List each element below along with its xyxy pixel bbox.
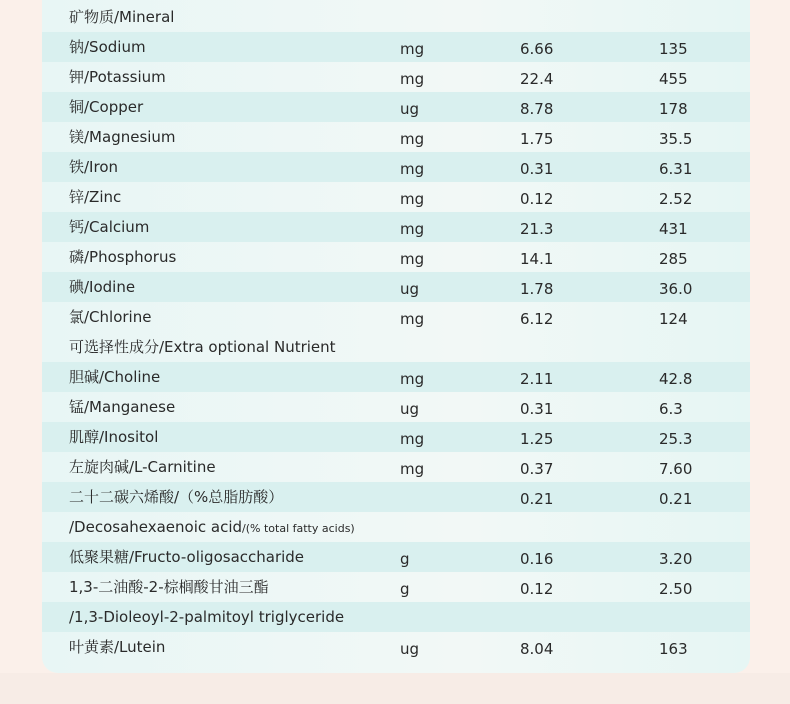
per-100kj-value: 0.21 bbox=[520, 490, 554, 508]
unit-cell: ug bbox=[400, 640, 420, 658]
per-100g-value: 6.31 bbox=[659, 160, 693, 178]
per-100kj-value: 21.3 bbox=[520, 220, 554, 238]
nutrient-name: 钙/Calcium bbox=[69, 218, 150, 236]
table-row bbox=[42, 182, 750, 212]
unit-cell: mg bbox=[400, 310, 425, 328]
table-row bbox=[42, 272, 750, 302]
unit-cell: mg bbox=[400, 40, 425, 58]
per-100kj-value: 14.1 bbox=[520, 250, 554, 268]
per-100kj-value: 0.16 bbox=[520, 550, 554, 568]
table-row bbox=[42, 152, 750, 182]
table-row bbox=[42, 122, 750, 152]
per-100kj-value: 6.12 bbox=[520, 310, 554, 328]
nutrient-name: 胆碱/Choline bbox=[69, 368, 161, 386]
unit-cell: mg bbox=[400, 370, 425, 388]
per-100g-value: 124 bbox=[659, 310, 688, 328]
nutrient-name: 矿物质/Mineral bbox=[69, 8, 175, 26]
nutrient-name: 锌/Zinc bbox=[69, 188, 122, 206]
per-100kj-value: 8.04 bbox=[520, 640, 554, 658]
table-row bbox=[42, 92, 750, 122]
unit-cell: mg bbox=[400, 430, 425, 448]
nutrient-name-note: /(% total fatty acids) bbox=[242, 522, 355, 535]
per-100g-value: 35.5 bbox=[659, 130, 693, 148]
unit-cell: g bbox=[400, 550, 410, 568]
section-header bbox=[42, 2, 750, 32]
per-100kj-value: 0.12 bbox=[520, 190, 554, 208]
per-100kj-value: 8.78 bbox=[520, 100, 554, 118]
nutrient-name: 碘/Iodine bbox=[69, 278, 136, 296]
per-100kj-value: 1.78 bbox=[520, 280, 554, 298]
per-100kj-value: 22.4 bbox=[520, 70, 554, 88]
unit-cell: mg bbox=[400, 190, 425, 208]
table-row bbox=[42, 452, 750, 482]
unit-cell: ug bbox=[400, 280, 420, 298]
per-100g-value: 431 bbox=[659, 220, 688, 238]
nutrient-name: 铁/Iron bbox=[69, 158, 118, 176]
per-100g-value: 3.20 bbox=[659, 550, 693, 568]
nutrient-name: 镁/Magnesium bbox=[69, 128, 176, 146]
per-100kj-value: 0.12 bbox=[520, 580, 554, 598]
per-100kj-value: 6.66 bbox=[520, 40, 554, 58]
unit-cell: mg bbox=[400, 460, 425, 478]
per-100kj-value: 0.31 bbox=[520, 160, 554, 178]
nutrient-name: /1,3-Dioleoyl-2-palmitoyl triglyceride bbox=[69, 608, 345, 626]
nutrient-name: 锰/Manganese bbox=[69, 398, 176, 416]
table-row bbox=[42, 212, 750, 242]
unit-cell: mg bbox=[400, 130, 425, 148]
nutrient-name: 二十二碳六烯酸/（%总脂肪酸） bbox=[69, 488, 284, 506]
unit-cell: mg bbox=[400, 250, 425, 268]
unit-cell: ug bbox=[400, 400, 420, 418]
table-row bbox=[42, 422, 750, 452]
per-100g-value: 7.60 bbox=[659, 460, 693, 478]
table-row bbox=[42, 62, 750, 92]
per-100g-value: 0.21 bbox=[659, 490, 693, 508]
per-100g-value: 6.3 bbox=[659, 400, 683, 418]
page-bottom bbox=[0, 673, 790, 704]
nutrient-name: 铜/Copper bbox=[69, 98, 144, 116]
table-row bbox=[42, 362, 750, 392]
table-row bbox=[42, 392, 750, 422]
per-100g-value: 25.3 bbox=[659, 430, 693, 448]
per-100kj-value: 2.11 bbox=[520, 370, 554, 388]
table-row bbox=[42, 32, 750, 62]
table-row bbox=[42, 512, 750, 542]
nutrient-name: /Decosahexaenoic acid/(% total fatty acids) bbox=[69, 518, 355, 536]
table-row bbox=[42, 572, 750, 602]
table-row bbox=[42, 302, 750, 332]
per-100g-value: 36.0 bbox=[659, 280, 693, 298]
nutrient-name: 低聚果糖/Fructo-oligosaccharide bbox=[69, 548, 305, 566]
per-100g-value: 42.8 bbox=[659, 370, 693, 388]
table-row bbox=[42, 602, 750, 632]
per-100g-value: 135 bbox=[659, 40, 688, 58]
per-100g-value: 163 bbox=[659, 640, 688, 658]
table-row bbox=[42, 242, 750, 272]
unit-cell: mg bbox=[400, 160, 425, 178]
per-100kj-value: 0.31 bbox=[520, 400, 554, 418]
nutrient-name: 氯/Chlorine bbox=[69, 308, 152, 326]
nutrient-name: 左旋肉碱/L-Carnitine bbox=[69, 458, 216, 476]
unit-cell: mg bbox=[400, 220, 425, 238]
nutrient-name: 叶黄素/Lutein bbox=[69, 638, 166, 656]
nutrient-name: 钠/Sodium bbox=[69, 38, 146, 56]
table-row bbox=[42, 542, 750, 572]
per-100kj-value: 0.37 bbox=[520, 460, 554, 478]
nutrient-name: 可选择性成分/Extra optional Nutrient bbox=[69, 338, 336, 356]
per-100g-value: 2.50 bbox=[659, 580, 693, 598]
table-row bbox=[42, 482, 750, 512]
per-100kj-value: 1.25 bbox=[520, 430, 554, 448]
nutrient-name: 磷/Phosphorus bbox=[69, 248, 177, 266]
nutrient-name: 肌醇/Inositol bbox=[69, 428, 159, 446]
table-row bbox=[42, 632, 750, 662]
section-header bbox=[42, 332, 750, 362]
nutrition-table bbox=[42, 2, 750, 662]
unit-cell: mg bbox=[400, 70, 425, 88]
per-100g-value: 285 bbox=[659, 250, 688, 268]
unit-cell: g bbox=[400, 580, 410, 598]
per-100g-value: 2.52 bbox=[659, 190, 693, 208]
nutrition-card bbox=[42, 0, 750, 673]
per-100g-value: 455 bbox=[659, 70, 688, 88]
per-100g-value: 178 bbox=[659, 100, 688, 118]
per-100kj-value: 1.75 bbox=[520, 130, 554, 148]
unit-cell: ug bbox=[400, 100, 420, 118]
nutrient-name: 1,3-二油酸-2-棕榈酸甘油三酯 bbox=[69, 578, 269, 596]
nutrient-name: 钾/Potassium bbox=[69, 68, 166, 86]
